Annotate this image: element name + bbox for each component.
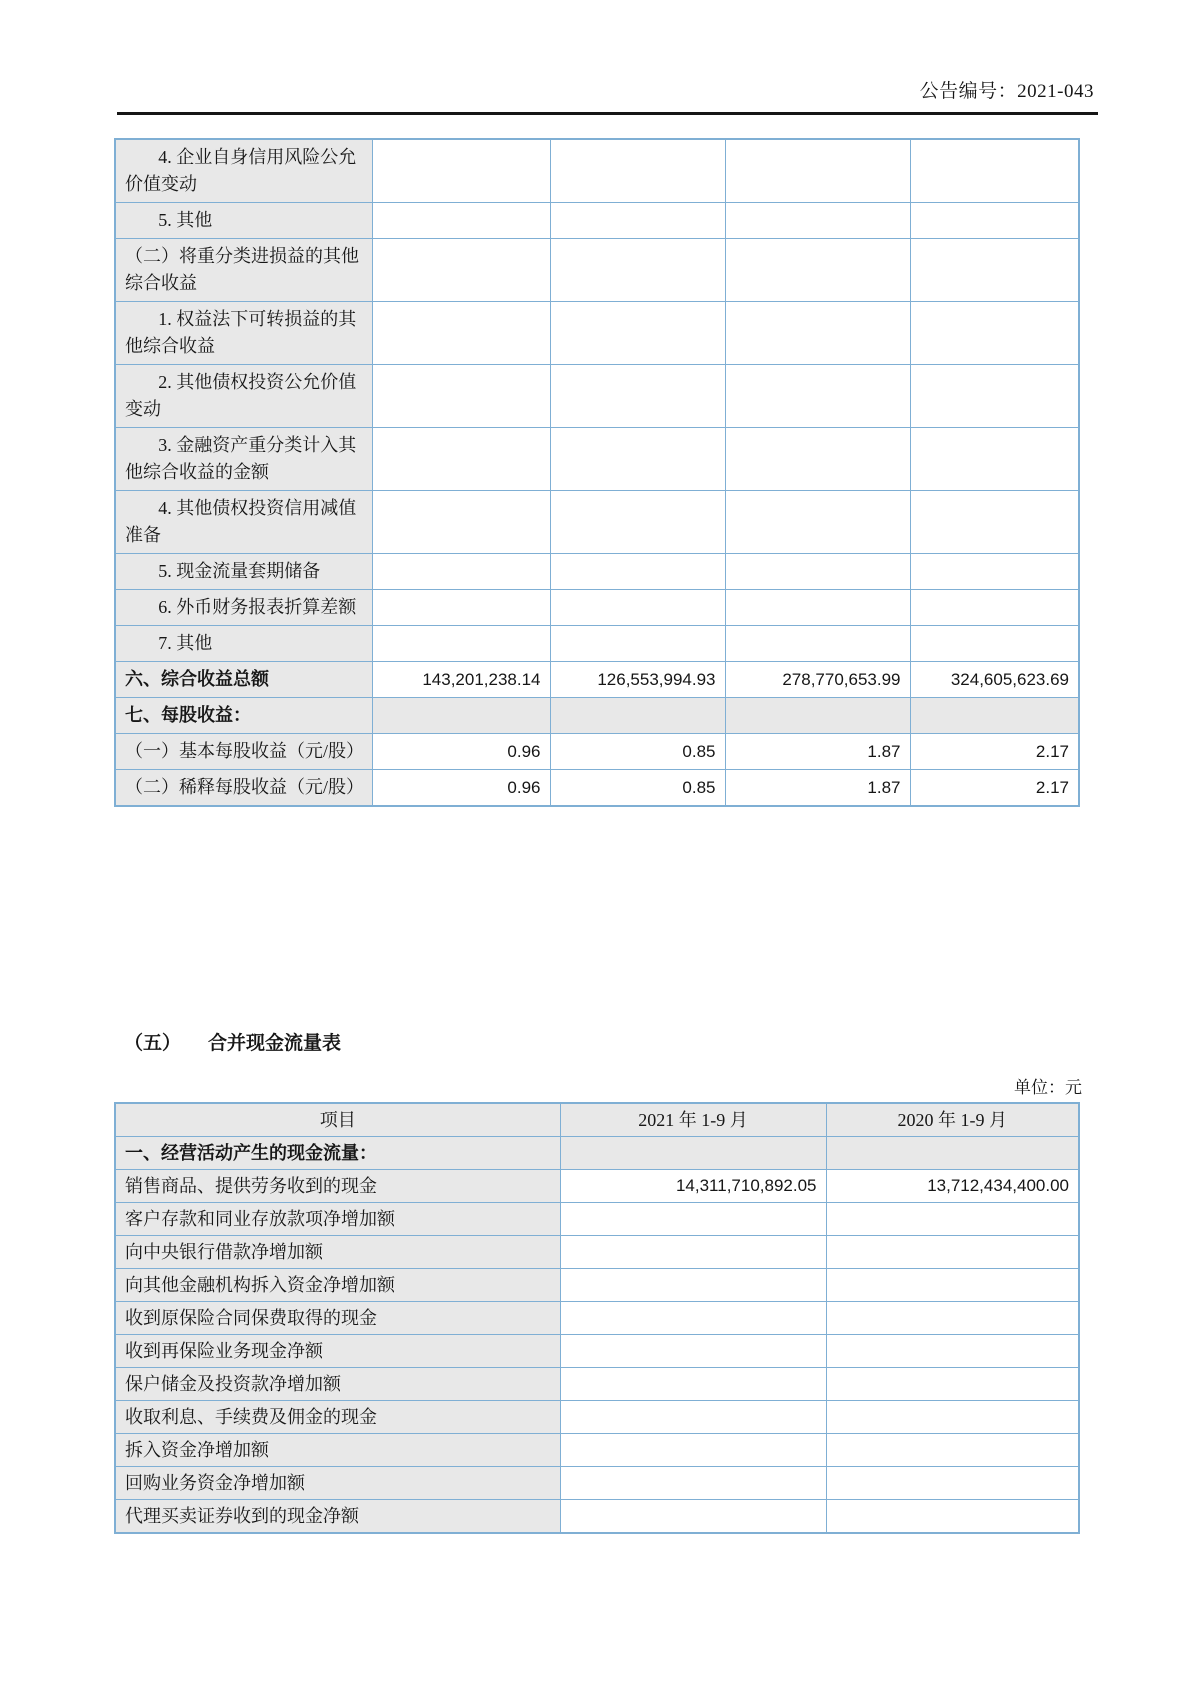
value-cell [550,239,725,302]
value-cell: 0.96 [372,770,550,807]
table-row [115,1467,1079,1500]
section-title-text: 合并现金流量表 [208,1033,342,1054]
row-label: 7. 其他 [115,626,372,662]
table-row [115,239,1079,302]
row-label: 5. 其他 [115,203,372,239]
value-cell [725,239,910,302]
row-label: 向其他金融机构拆入资金净增加额 [115,1269,560,1302]
table-row [115,770,1079,807]
value-cell: 0.85 [550,770,725,807]
value-cell [910,554,1079,590]
value-cell [910,626,1079,662]
value-cell [725,698,910,734]
table-row [115,734,1079,770]
row-label: 1. 权益法下可转损益的其他综合收益 [115,302,372,365]
value-cell [560,1269,826,1302]
column-header-2020: 2020 年 1-9 月 [826,1103,1079,1137]
value-cell [550,554,725,590]
value-cell [725,203,910,239]
value-cell [826,1137,1079,1170]
table-row [115,554,1079,590]
value-cell [372,428,550,491]
value-cell [372,626,550,662]
value-cell [550,626,725,662]
value-cell [910,239,1079,302]
value-cell: 0.85 [550,734,725,770]
row-label: 6. 外币财务报表折算差额 [115,590,372,626]
value-cell: 143,201,238.14 [372,662,550,698]
row-label: 客户存款和同业存放款项净增加额 [115,1203,560,1236]
value-cell: 2.17 [910,734,1079,770]
value-cell [826,1467,1079,1500]
row-label: 回购业务资金净增加额 [115,1467,560,1500]
row-label: 七、每股收益： [115,698,372,734]
table-row [115,1434,1079,1467]
value-cell: 2.17 [910,770,1079,807]
row-label: 代理买卖证券收到的现金净额 [115,1500,560,1534]
value-cell [372,302,550,365]
value-cell [372,491,550,554]
value-cell [560,1368,826,1401]
row-label: 4. 其他债权投资信用减值准备 [115,491,372,554]
value-cell [910,203,1079,239]
value-cell [910,698,1079,734]
table-row [115,302,1079,365]
table-row [115,1170,1079,1203]
value-cell [372,139,550,203]
row-label: 一、经营活动产生的现金流量： [115,1137,560,1170]
value-cell: 324,605,623.69 [910,662,1079,698]
row-label: 3. 金融资产重分类计入其他综合收益的金额 [115,428,372,491]
cash-flow-rows [115,1137,1079,1534]
section-heading [124,1028,341,1055]
column-header-item: 项目 [115,1103,560,1137]
value-cell [910,428,1079,491]
row-label: （一）基本每股收益（元/股） [115,734,372,770]
table-row [115,1500,1079,1534]
table-row [115,626,1079,662]
value-cell [372,365,550,428]
row-label: 收到再保险业务现金净额 [115,1335,560,1368]
value-cell [550,139,725,203]
table-row [115,1203,1079,1236]
table-row [115,203,1079,239]
value-cell [910,491,1079,554]
value-cell [550,698,725,734]
table-header-row [115,1103,1079,1137]
comprehensive-income-table [114,138,1080,807]
value-cell [550,302,725,365]
value-cell [826,1203,1079,1236]
value-cell [826,1302,1079,1335]
value-cell [372,554,550,590]
section-number: （五） [124,1033,182,1054]
value-cell: 278,770,653.99 [725,662,910,698]
value-cell [910,590,1079,626]
value-cell [560,1203,826,1236]
value-cell [910,365,1079,428]
row-label: 4. 企业自身信用风险公允价值变动 [115,139,372,203]
table-row [115,662,1079,698]
unit-note: 单位：元 [1014,1078,1082,1097]
value-cell [560,1467,826,1500]
value-cell [372,698,550,734]
value-cell: 1.87 [725,770,910,807]
value-cell [560,1335,826,1368]
value-cell: 126,553,994.93 [550,662,725,698]
value-cell [560,1302,826,1335]
table-row [115,1137,1079,1170]
announcement-number: 公告编号：2021-043 [919,81,1094,102]
value-cell [725,626,910,662]
value-cell [725,139,910,203]
row-label: 收取利息、手续费及佣金的现金 [115,1401,560,1434]
table-row [115,698,1079,734]
value-cell: 1.87 [725,734,910,770]
value-cell [372,590,550,626]
value-cell [826,1236,1079,1269]
value-cell [826,1401,1079,1434]
value-cell [725,365,910,428]
value-cell [550,365,725,428]
value-cell [826,1434,1079,1467]
column-header-2021: 2021 年 1-9 月 [560,1103,826,1137]
row-label: 保户储金及投资款净增加额 [115,1368,560,1401]
table-row [115,1236,1079,1269]
comprehensive-income-rows [115,139,1079,806]
cash-flow-table [114,1102,1080,1534]
value-cell [826,1500,1079,1534]
value-cell [910,139,1079,203]
table-row [115,139,1079,203]
value-cell [725,302,910,365]
value-cell: 14,311,710,892.05 [560,1170,826,1203]
value-cell [910,302,1079,365]
value-cell [550,590,725,626]
row-label: （二）稀释每股收益（元/股） [115,770,372,807]
row-label: 收到原保险合同保费取得的现金 [115,1302,560,1335]
value-cell [826,1335,1079,1368]
value-cell: 0.96 [372,734,550,770]
table-row [115,590,1079,626]
value-cell [725,590,910,626]
table-row [115,491,1079,554]
table-row [115,1401,1079,1434]
value-cell [725,491,910,554]
value-cell [550,491,725,554]
row-label: 拆入资金净增加额 [115,1434,560,1467]
row-label: 销售商品、提供劳务收到的现金 [115,1170,560,1203]
row-label: 2. 其他债权投资公允价值变动 [115,365,372,428]
value-cell [560,1137,826,1170]
row-label: 5. 现金流量套期储备 [115,554,372,590]
table-row [115,1368,1079,1401]
value-cell [725,428,910,491]
row-label: 向中央银行借款净增加额 [115,1236,560,1269]
value-cell [826,1368,1079,1401]
value-cell [560,1236,826,1269]
value-cell [550,428,725,491]
value-cell [725,554,910,590]
row-label: （二）将重分类进损益的其他综合收益 [115,239,372,302]
row-label: 六、综合收益总额 [115,662,372,698]
table-row [115,1269,1079,1302]
value-cell [826,1269,1079,1302]
value-cell: 13,712,434,400.00 [826,1170,1079,1203]
table-row [115,1302,1079,1335]
value-cell [560,1434,826,1467]
table-row [115,365,1079,428]
header-rule [117,112,1098,115]
table-row [115,428,1079,491]
value-cell [560,1500,826,1534]
value-cell [372,203,550,239]
value-cell [372,239,550,302]
value-cell [560,1401,826,1434]
table-row [115,1335,1079,1368]
value-cell [550,203,725,239]
